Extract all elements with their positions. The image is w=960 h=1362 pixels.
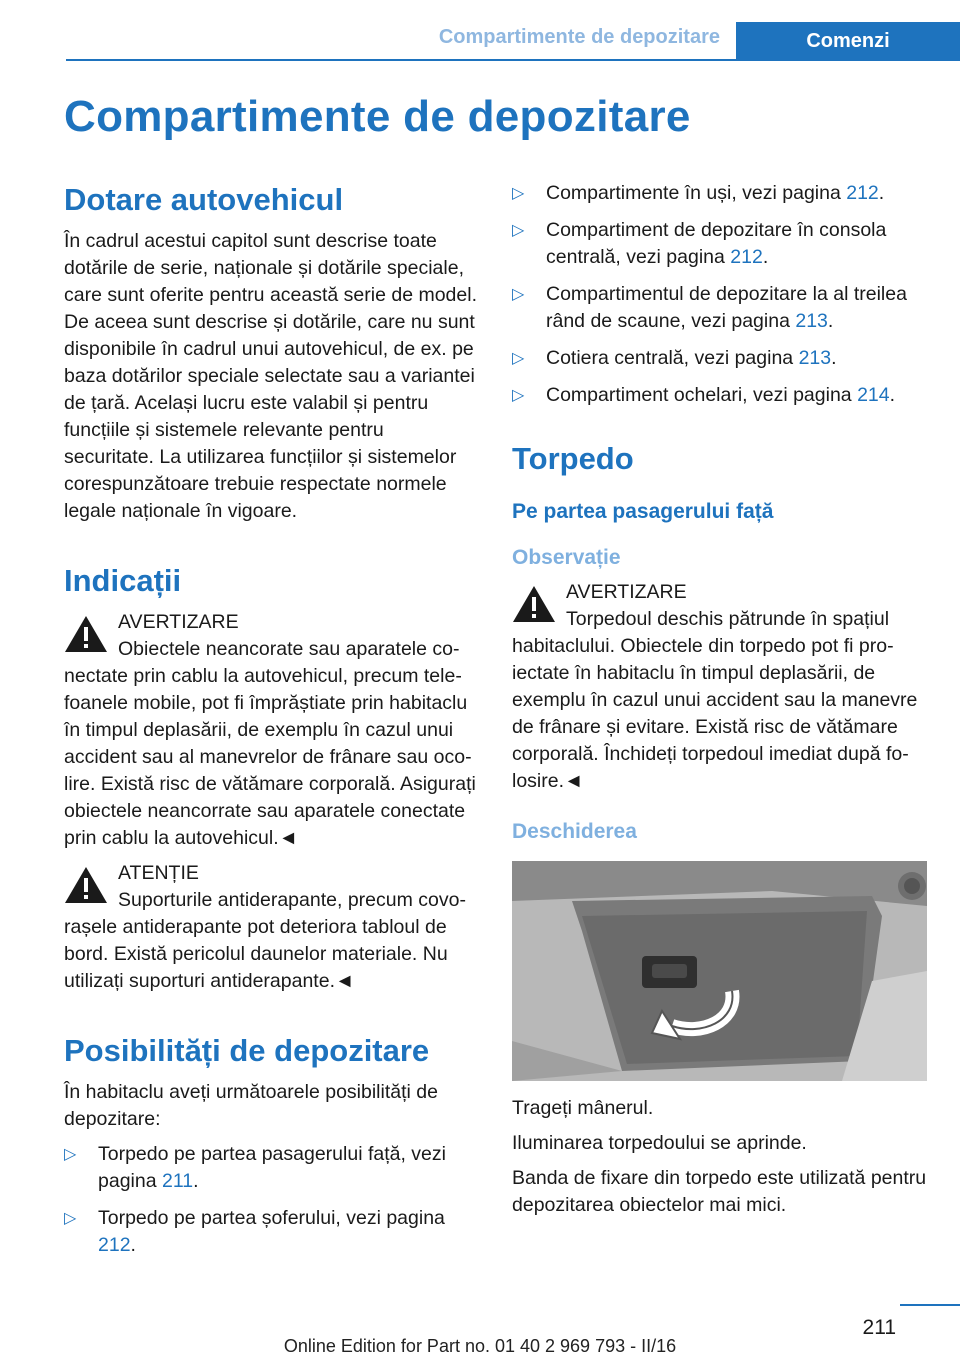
list-item-text: Compartiment ochelari, vezi pagina <box>546 384 858 406</box>
warning-triangle-icon <box>512 585 556 623</box>
list-item-text: Compartiment de depozitare în consola centrală, vezi pagina <box>546 219 887 268</box>
page-link[interactable]: 212 <box>98 1234 131 1256</box>
page-link[interactable]: 212 <box>730 246 763 268</box>
page-link[interactable]: 213 <box>795 310 828 332</box>
header-chapter-tab: Comenzi <box>736 22 960 61</box>
warning-triangle-icon <box>64 615 108 653</box>
right-column <box>512 180 927 1227</box>
list-item: ▷ Compartimente în uși, vezi pagina 212. <box>512 180 927 207</box>
bullet-triangle-icon: ▷ <box>512 222 525 239</box>
warning-label: AVERTIZARE <box>566 581 687 603</box>
list-item: ▷ Compartiment ochelari, vezi pagina 214. <box>512 382 927 409</box>
page-link[interactable]: 212 <box>846 182 879 204</box>
glovebox-photo <box>512 861 927 1081</box>
page-link[interactable]: 214 <box>857 384 890 406</box>
warning-body: Torpedoul deschis pătrunde în spațiul habitaclului. Obiectele din torpedo pot fi proiectate în habitaclu în timpul deplasării, de exemplu în cazul unui accident sau la manevre de frânare și evitare. Există risc de vătămare corporală. Închideți torpedoul imediat după folosire.◄ <box>512 608 918 792</box>
warning-triangle-icon <box>64 866 108 904</box>
header-section-title: Compartimente de depozitare <box>438 26 720 48</box>
warning-block-1 <box>64 609 478 852</box>
footer-edition: Online Edition for Part no. 01 40 2 969 793 - II/16 <box>283 1336 677 1356</box>
list-item: ▷ Compartimentul de depozitare la al treilea rând de scaune, vezi pagina 213. <box>512 283 907 332</box>
heading-indicatii: Indicații <box>64 563 182 598</box>
warning-block-2 <box>64 860 478 995</box>
bullet-triangle-icon: ▷ <box>512 286 525 303</box>
warning-label: AVERTIZARE <box>118 611 239 633</box>
page-link[interactable]: 213 <box>798 347 832 369</box>
caution-body: Suporturile antiderapante, precum covorașele antiderapante pot deteriora tabloul de bord. Există pericolul daunelor materiale. Nu utilizați suporturi antiderapante.◄ <box>64 889 466 992</box>
subheading-observatie: Observație <box>512 546 621 569</box>
bullet-triangle-icon: ▷ <box>64 1210 77 1227</box>
left-column <box>64 180 478 1269</box>
list-item: ▷ Torpedo pe partea pasagerului față, vezi pagina 211. <box>64 1143 446 1192</box>
header-bar <box>0 0 960 62</box>
bullet-triangle-icon: ▷ <box>512 350 525 367</box>
dotare-body: În cadrul acestui capitol sunt descrise toate dotările de serie, naționale și dotările speciale, care sunt oferite pentru această serie de model. De aceea sunt descrise și dotările, care nu sunt disponibile în cadrul unui autovehicul, de ex. pe baza dotărilor speciale selectate sau a variantei de țară. Același lucru este valabil și pentru funcțiile și sistemele relevante pentru securitate. La utilizarea funcțiilor și sistemelor corespunzătoare trebuie respectate normele legale naționale în vigoare. <box>64 230 477 522</box>
heading-posibilitati: Posibilități de depozitare <box>64 1033 430 1068</box>
subheading-pasager: Pe partea pasagerului față <box>512 500 774 523</box>
storage-list-right <box>512 180 927 409</box>
list-item: ▷ Compartiment de depozitare în consola centrală, vezi pagina 212. <box>512 219 887 268</box>
page-title: Compartimente de depozitare <box>64 92 691 141</box>
header-rule <box>66 59 960 61</box>
list-item: ▷ Torpedo pe partea șoferului, vezi pagina 212. <box>64 1207 445 1256</box>
list-item-text: Compartimentul de depozitare la al treilea rând de scaune, vezi pagina <box>546 283 907 332</box>
p-banda: Banda de fixare din torpedo este utilizată pentru depozitarea obiectelor mai mici. <box>512 1167 927 1216</box>
posibilitati-intro: În habitaclu aveți următoarele posibilități de depozitare: <box>64 1081 438 1130</box>
p-trageti: Trageți mânerul. <box>512 1097 654 1119</box>
list-item: ▷ Cotiera centrală, vezi pagina 213. <box>512 345 927 372</box>
heading-dotare: Dotare autovehicul <box>64 182 344 217</box>
list-item-text: Torpedo pe partea pasagerului față, vezi pagina <box>98 1143 446 1192</box>
warning-block-3 <box>512 579 927 795</box>
page-link[interactable]: 211 <box>161 1170 194 1192</box>
list-item-text: Compartimente în uși, vezi pagina <box>546 182 847 204</box>
bullet-triangle-icon: ▷ <box>512 185 525 202</box>
list-item-text: Cotiera centrală, vezi pagina <box>546 347 799 369</box>
page-number: 211 <box>862 1316 896 1339</box>
storage-list-left <box>64 1141 478 1259</box>
caution-label: ATENȚIE <box>118 862 199 884</box>
subheading-deschiderea: Deschiderea <box>512 820 637 843</box>
footer-rule <box>900 1304 960 1306</box>
p-iluminarea: Iluminarea torpedoului se aprinde. <box>512 1132 807 1154</box>
bullet-triangle-icon: ▷ <box>512 387 525 404</box>
bullet-triangle-icon: ▷ <box>64 1146 77 1163</box>
list-item-text: Torpedo pe partea șoferului, vezi pagina <box>98 1207 445 1229</box>
heading-torpedo: Torpedo <box>512 441 634 476</box>
warning-body: Obiectele neancorate sau aparatele conectate prin cablu la autovehicul, precum telefoanele mobile, pot fi împrăștiate prin habitaclu în timpul deplasării, de exemplu în cazul unui accident sau al manevrelor de frânare sau ocolire. Există risc de vătămare corporală. Asigurați obiectele neancorrate sau aparatele conectate prin cablu la autovehicul.◄ <box>64 638 476 849</box>
